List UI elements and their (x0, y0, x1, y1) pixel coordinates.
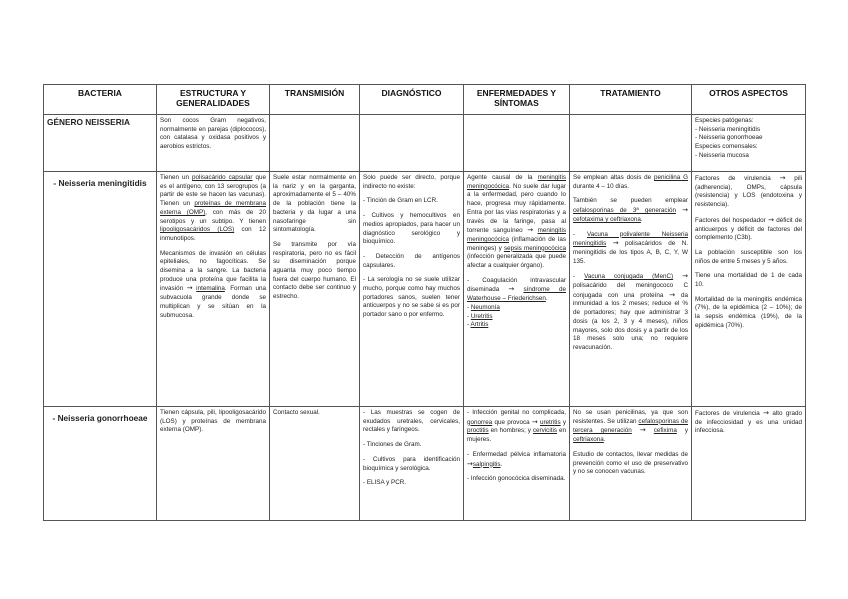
gonorrhoeae-otros (692, 407, 806, 521)
arrow-icon: → (639, 426, 646, 435)
gonorrhoeae-name: - Neisseria gonorrhoeae (44, 407, 157, 521)
arrow-icon: → (682, 272, 688, 281)
header-enfermedades: ENFERMEDADES Y SÍNTOMAS (464, 85, 570, 115)
arrow-icon: → (682, 206, 688, 215)
genero-otros-line: Especies comensales: (695, 143, 758, 151)
meningitidis-otros (692, 172, 806, 407)
tratamiento-paragraph: También se pueden emplear cefalosporinas de 3ª generación → cefotaxima y ceftriaxona. (573, 197, 688, 223)
diagnostico-paragraph: - ELISA y PCR. (363, 479, 407, 487)
meningitidis-estructura (157, 172, 270, 407)
header-estructura: ESTRUCTURA Y GENERALIDADES (157, 85, 270, 115)
header-transmision: TRANSMISIÓN (270, 85, 360, 115)
enfermedades-paragraph: - Coagulación intravascular diseminada → síndrome de Waterhouse – Friederichsen. (467, 276, 566, 303)
meningitidis-name: - Neisseria meningitidis (44, 172, 157, 407)
arrow-icon: → (527, 226, 534, 235)
header-bacteria: BACTERIA (44, 85, 157, 115)
arrow-icon: → (612, 239, 619, 248)
gonorrhoeae-transmision: Contacto sexual. (270, 407, 360, 521)
gonorrhoeae-estructura: Tienen cápsula, pili, lipooligosacárido (LOS) y proteínas de membrana externa (OMP). (157, 407, 270, 521)
arrow-icon: → (768, 215, 774, 224)
otros-paragraph: Mortalidad de la meningitis endémica (7%), de la epidémica (2 – 10%); de la sepsis endémica (19%), de la epidémica (70%). (695, 295, 802, 329)
row-meningitidis (44, 172, 806, 407)
diagnostico-paragraph: - Cultivos para identificación bioquímica y serológica. (363, 455, 460, 472)
arrow-icon: → (467, 459, 473, 468)
diagnostico-paragraph: - La serología no se suele utilizar mucho, porque como hay muchos portadores sanos, suelen tener anticuerpos y no se sabe si es por portador sano o por enfermo. (363, 276, 460, 319)
row-gonorrhoeae (44, 407, 806, 521)
enfermedades-list-item: - Neumonía (467, 303, 500, 311)
gonorrhoeae-enfermedades (464, 407, 570, 521)
arrow-icon: → (669, 290, 676, 299)
genero-otros (692, 115, 806, 172)
genero-otros-line: - Neisseria meningitidis (695, 125, 761, 133)
estructura-paragraph: Tienen un polisacárido capsular que es el antígeno, con 13 serogrupos (a partir de este se hacen las vacunas). Tienen un proteínas de membrana externa (OMP), con más de 20 serotipos y un subtipo. Y tienen lipooligosacáridos (LOS) con 12 inmunotipos. (160, 174, 266, 242)
header-row (44, 85, 806, 115)
genero-enfermedades (464, 115, 570, 172)
enfermedades-paragraph: - Infección gonocócica diseminada. (467, 475, 566, 483)
otros-paragraph: Factores de virulencia → pili (adherencia), OMPs, cápsula (resistencia) y LOS (endotoxina y resistencia). (695, 174, 802, 209)
genero-name: GÉNERO NEISSERIA (44, 115, 157, 172)
transmision-paragraph: Suele estar normalmente en la nariz y en la garganta, aproximadamente el 5 – 40% de la población tiene la bacteria y da lugar a una nasofaringe sin sintomatología. (273, 174, 356, 234)
tratamiento-paragraph: No se usan penicilinas, ya que son resistentes. Se utilizan cefalosporinas de tercera generación → cefixima y ceftriaxona. (573, 409, 689, 444)
tratamiento-paragraph: - Vacuna conjugada (MenC) → polisacárido del meningococo C conjugada con una proteína → da inmunidad a los 2 meses; reduce el % de portadores; hay que administrar 3 dosis (a los 2, 3 y 4 meses), niños mayores, solo dos dosis y a partir de los 18 meses solo una; no requiere revacunación. (573, 272, 688, 351)
arrow-icon: → (531, 417, 538, 426)
gonorrhoeae-tratamiento (570, 407, 692, 521)
tratamiento-paragraph: - Vacuna polivalente Neisseria meningitidis → polisacáridos de N. meningitidis de los tipos A, B, C, Y, W 135. (573, 230, 688, 265)
tratamiento-paragraph: Estudio de contactos, llevar medidas de prevención como el uso de preservativo y no se conocen vacunas. (573, 450, 688, 476)
header-diagnostico: DIAGNÓSTICO (360, 85, 464, 115)
otros-paragraph: La población susceptible son los niños de entre 5 meses y 5 años. (695, 248, 802, 265)
otros-paragraph: Tiene una mortalidad de 1 de cada 10. (695, 272, 802, 289)
meningitidis-tratamiento (570, 172, 692, 407)
diagnostico-paragraph: - Las muestras se cogen de exudados uretrales, cervicales, rectales y faríngeos. (363, 409, 460, 434)
gonorrhoeae-diagnostico (360, 407, 464, 521)
arrow-icon: → (186, 284, 193, 293)
estructura-paragraph: Mecanismos de invasión en células epiteliales, no fagocíticas. Se disemina a la sangre. La bacteria produce una proteína que facilita la invasión → intemalina. Forman una subvacuola grande donde se multiplican y se sitúan en la submucosa. (160, 249, 267, 319)
header-otros: OTROS ASPECTOS (692, 85, 806, 115)
diagnostico-paragraph: Solo puede ser directo, porque indirecto no existe: (363, 174, 460, 190)
otros-paragraph: Factores del hospedador → déficit de anticuerpos y déficit de factores del complemento (C3b). (695, 215, 802, 242)
enfermedades-list-item: - Artritis (467, 321, 489, 329)
meningitidis-enfermedades (464, 172, 570, 407)
transmision-paragraph: Se transmite por vía respiratoria, pero no es fácil su diseminación porque aguanta muy poco tiempo fuera del cuerpo humano. El contacto debe ser continuo y estrecho. (273, 240, 356, 301)
arrow-icon: → (763, 409, 770, 417)
header-tratamiento: TRATAMIENTO (570, 85, 692, 115)
diagnostico-paragraph: - Tinción de Gram en LCR. (363, 197, 438, 205)
diagnostico-paragraph: - Tinciones de Gram. (363, 441, 422, 449)
genero-otros-line: Especies patógenas: (695, 117, 754, 124)
arrow-icon: → (779, 174, 786, 182)
meningitidis-transmision (270, 172, 360, 407)
arrow-icon: → (508, 285, 515, 294)
enfermedades-paragraph: Agente causal de la meningitis meningocócica. No suele dar lugar a la enfermedad, pero cuando lo hace, progresa muy rápidamente. Entra por las vías respiratorias y a través de la faringe, pasa al torrente sanguíneo → meningitis meningocócica (inflamación de las meninges) y sepsis meningocócica (infección generalizada que puede afectar a cualquier órgano). (467, 174, 566, 270)
enfermedades-list-item: - Uretritis (467, 312, 493, 320)
genero-estructura: Son cocos Gram negativos, normalmente en parejas (diplococos), con catalasa y oxidasa positivos y aerobios estrictos. (157, 115, 270, 172)
enfermedades-paragraph: - Enfermedad pélvica inflamatoria →salpingitis. (467, 450, 566, 468)
diagnostico-paragraph: - Cultivos y hemocultivos en medios apropiados, para hacer un diagnóstico serológico y bioquímico. (363, 212, 460, 246)
row-genero-neisseria (44, 115, 806, 172)
genero-otros-line: - Neisseria mucosa (695, 151, 749, 159)
otros-paragraph: Factores de virulencia → alto grado de infecciosidad y es una unidad infecciosa. (695, 409, 802, 435)
genero-transmision (270, 115, 360, 172)
genero-tratamiento (570, 115, 692, 172)
meningitidis-diagnostico (360, 172, 464, 407)
diagnostico-paragraph: - Detección de antígenos capsulares. (363, 252, 460, 269)
genero-otros-line: - Neisseria gonorrhoeae (695, 134, 763, 142)
tratamiento-paragraph: Se emplean altas dosis de penicilina G durante 4 – 10 días. (573, 174, 688, 190)
enfermedades-paragraph: - Infección genital no complicada, gonorrea que provoca → uretritis y proctitis en hombres; y cervicitis en mujeres. (467, 409, 566, 444)
neisseria-table (43, 84, 806, 521)
genero-diagnostico (360, 115, 464, 172)
